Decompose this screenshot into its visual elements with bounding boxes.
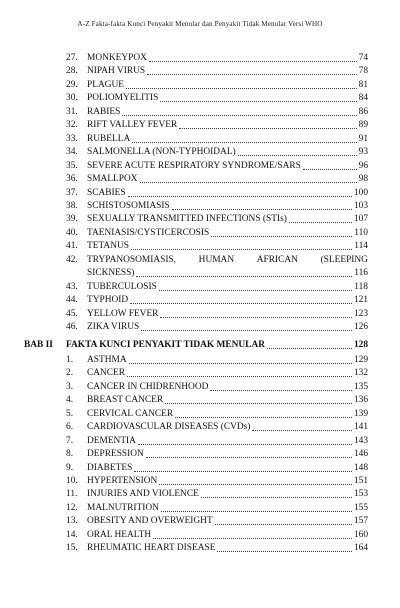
entry-title: SCABIES [87,187,126,198]
dot-leader [175,417,352,418]
dot-leader [153,538,352,539]
entry-title: CERVICAL CANCER [87,408,174,419]
entry-title-word: TRYPANOSOMIASIS, [87,254,177,265]
entry-number: 33. [66,133,78,144]
entry-title: MALNUTRITION [87,502,159,513]
entry-page: 164 [353,543,368,554]
entry-page: 136 [353,395,368,406]
toc-entry[interactable] [0,462,368,475]
entry-number: 37. [66,187,78,198]
entry-page: 86 [358,106,368,117]
entry-number: 40. [66,227,78,238]
entry-page: 148 [353,462,368,473]
entry-page: 139 [353,408,368,419]
entry-number: 8. [66,449,74,460]
dot-leader [146,457,352,458]
entry-number: 27. [66,53,78,63]
dot-leader [215,524,352,525]
toc-entry[interactable] [0,381,368,394]
dot-leader [303,169,357,170]
entry-page: 114 [354,241,368,252]
toc-entry[interactable] [0,542,368,555]
entry-title: CANCER IN CHIDRENHOOD [87,381,209,392]
entry-title: SICKNESS) [87,268,135,279]
entry-page: 81 [358,79,368,90]
toc-entry[interactable] [0,187,368,200]
dot-leader [165,403,352,404]
toc-entry[interactable] [0,435,368,448]
entry-number: 38. [66,200,78,211]
entry-title: SALMONELLA (NON-TYPHOIDAL) [87,147,236,158]
entry-title: INJURIES AND VIOLENCE [87,489,199,500]
toc-entry[interactable] [0,529,368,542]
entry-number: 2. [66,368,74,379]
toc-entry[interactable] [0,173,368,186]
entry-page: 100 [353,187,368,198]
entry-title: RIFT VALLEY FEVER [87,120,178,131]
entry-number: 13. [66,516,78,527]
entry-title: RHEUMATIC HEART DISEASE [87,543,216,554]
entry-title: RUBELLA [87,133,131,144]
entry-title: OBESITY AND OVERWEIGHT [87,516,213,527]
entry-page: 103 [353,200,368,211]
entry-page: 143 [353,435,368,446]
entry-number: 4. [66,395,74,406]
entry-title: ZIKA VIRUS [87,322,140,332]
dot-leader [172,209,352,210]
dot-leader [267,348,352,349]
entry-title-word: (SLEEPING [320,254,368,265]
entry-page: 84 [358,93,368,104]
entry-title: TUBERCULOSIS [87,281,157,292]
entry-number: 42. [66,254,78,265]
entry-page: 78 [358,66,368,77]
dot-leader [160,101,356,102]
entry-number: 36. [66,174,78,185]
toc-entry[interactable] [0,488,368,501]
entry-page: 153 [353,489,368,500]
entry-title: HYPERTENSION [87,475,158,486]
entry-title: BREAST CANCER [87,395,164,406]
entry-title: CARDIOVASCULAR DISEASES (CVDs) [87,422,251,433]
toc-entry[interactable] [0,475,368,488]
entry-page: 118 [354,281,368,292]
entry-title: POLIOMYELITIS [87,93,159,104]
dot-leader [149,61,357,62]
entry-page: 110 [354,227,368,238]
entry-title-word: AFRICAN [256,254,298,265]
entry-title: SMALLPOX [87,174,138,185]
entry-title: PLAGUE [87,79,124,90]
dot-leader [238,155,357,156]
toc-entry-continuation[interactable] [0,267,368,280]
dot-leader [160,317,352,318]
running-header: A-Z Fakta-fakta Kunci Penyakit Menular dan Penyakit Tidak Menular Versi WHO [77,20,323,28]
entry-title: DEPRESSION [87,449,144,460]
dot-leader [159,484,352,485]
entry-title: DEMENTIA [87,435,136,446]
entry-page: 141 [353,422,368,433]
dot-leader [252,430,352,431]
entry-number: 3. [66,381,74,392]
entry-number: 15. [66,543,78,554]
toc-entry[interactable] [0,79,368,92]
entry-title: SEXUALLY TRANSMITTED INFECTIONS (STIs) [87,214,287,225]
toc-entry[interactable] [0,160,368,173]
entry-number: 6. [66,422,74,433]
entry-number: 12. [66,502,78,513]
entry-number: 29. [66,79,78,90]
toc-entry[interactable] [0,515,368,528]
entry-number: 1. [66,354,74,365]
dot-leader [217,551,352,552]
entry-title: ORAL HEALTH [87,529,152,540]
entry-title: TYPHOID [87,295,129,306]
entry-title: ASTHMA [87,354,127,365]
entry-number: 35. [66,160,78,171]
entry-number: 9. [66,462,74,473]
toc-entry[interactable] [0,281,368,294]
entry-title: SCHISTOSOMIASIS [87,200,170,211]
toc-entry[interactable] [0,106,368,119]
dot-leader [136,276,352,277]
dot-leader [127,376,352,377]
entry-page: 116 [354,268,368,279]
dot-leader [128,196,352,197]
dot-leader [132,142,356,143]
entry-page: 135 [353,381,368,392]
entry-number: 43. [66,281,78,292]
entry-page: 107 [353,214,368,225]
entry-page: 160 [353,529,368,540]
entry-number: 7. [66,435,74,446]
entry-title: MONKEYPOX [87,53,147,63]
toc-entry[interactable] [0,254,368,267]
toc-entry[interactable] [0,119,368,132]
entry-page: 123 [353,308,368,319]
dot-leader [147,74,357,75]
entry-title: TETANUS [87,241,129,252]
toc-entry[interactable] [0,213,368,226]
dot-leader [159,290,352,291]
toc-entry[interactable] [0,367,368,380]
entry-number: 32. [66,120,78,131]
toc-entry[interactable] [0,146,368,159]
entry-number: 45. [66,308,78,319]
entry-page: 155 [353,502,368,513]
entry-number: 30. [66,93,78,104]
entry-page: 89 [358,120,368,131]
dot-leader [134,471,352,472]
chapter-title: FAKTA KUNCI PENYAKIT TIDAK MENULAR [66,340,265,351]
dot-leader [138,444,352,445]
entry-number: 44. [66,295,78,306]
dot-leader [210,390,352,391]
toc-entry[interactable] [0,394,368,407]
dot-leader [289,222,352,223]
entry-title: SEVERE ACUTE RESPIRATORY SYNDROME/SARS [87,160,301,171]
toc-entry[interactable] [0,408,368,421]
dot-leader [211,236,352,237]
entry-title-word: HUMAN [198,254,235,265]
toc-entry[interactable] [0,92,368,105]
entry-number: 11. [66,489,78,500]
entry-page: 146 [353,449,368,460]
entry-page: 129 [353,354,368,365]
entry-number: 10. [66,475,78,486]
dot-leader [161,511,352,512]
entry-title: NIPAH VIRUS [87,66,146,77]
dot-leader [130,303,352,304]
toc-entry[interactable] [0,502,368,515]
toc-entry[interactable] [0,200,368,213]
chapter-heading[interactable] [0,339,368,352]
entry-title: TAENIASIS/CYSTICERCOSIS [87,227,210,238]
entry-page: 121 [353,295,368,306]
toc-entry[interactable] [0,308,368,321]
toc-entry[interactable] [0,65,368,78]
entry-page: 93 [358,147,368,158]
toc-entry[interactable] [0,448,368,461]
dot-leader [126,88,357,89]
toc-entry[interactable] [0,354,368,367]
dot-leader [201,497,352,498]
chapter-page: 128 [353,340,368,351]
toc-entry[interactable] [0,52,368,65]
entry-number: 46. [66,322,78,332]
dot-leader [141,330,352,331]
dot-leader [179,128,356,129]
toc-entry[interactable] [0,240,368,253]
entry-title: DIABETES [87,462,133,473]
toc-entry[interactable] [0,227,368,240]
entry-title: YELLOW FEVER [87,308,159,319]
entry-title: RABIES [87,106,121,117]
entry-title: CANCER [87,368,126,379]
entry-number: 14. [66,529,78,540]
entry-page: 98 [358,174,368,185]
entry-page: 91 [358,133,368,144]
entry-page: 151 [353,475,368,486]
entry-number: 34. [66,147,78,158]
dot-leader [131,249,352,250]
entry-number: 28. [66,66,78,77]
chapter-label: BAB II [24,340,53,351]
dot-leader [140,182,357,183]
entry-number: 39. [66,214,78,225]
toc-entry[interactable] [0,133,368,146]
dot-leader [129,363,352,364]
toc-entry[interactable] [0,294,368,307]
toc-entry[interactable] [0,321,368,334]
entry-number: 41. [66,241,78,252]
entry-number: 31. [66,106,78,117]
entry-page: 132 [353,368,368,379]
entry-page: 126 [353,322,368,332]
entry-page: 96 [358,160,368,171]
entry-page: 157 [353,516,368,527]
toc-entry[interactable] [0,421,368,434]
dot-leader [122,115,356,116]
entry-page: 74 [358,53,368,63]
entry-number: 5. [66,408,74,419]
